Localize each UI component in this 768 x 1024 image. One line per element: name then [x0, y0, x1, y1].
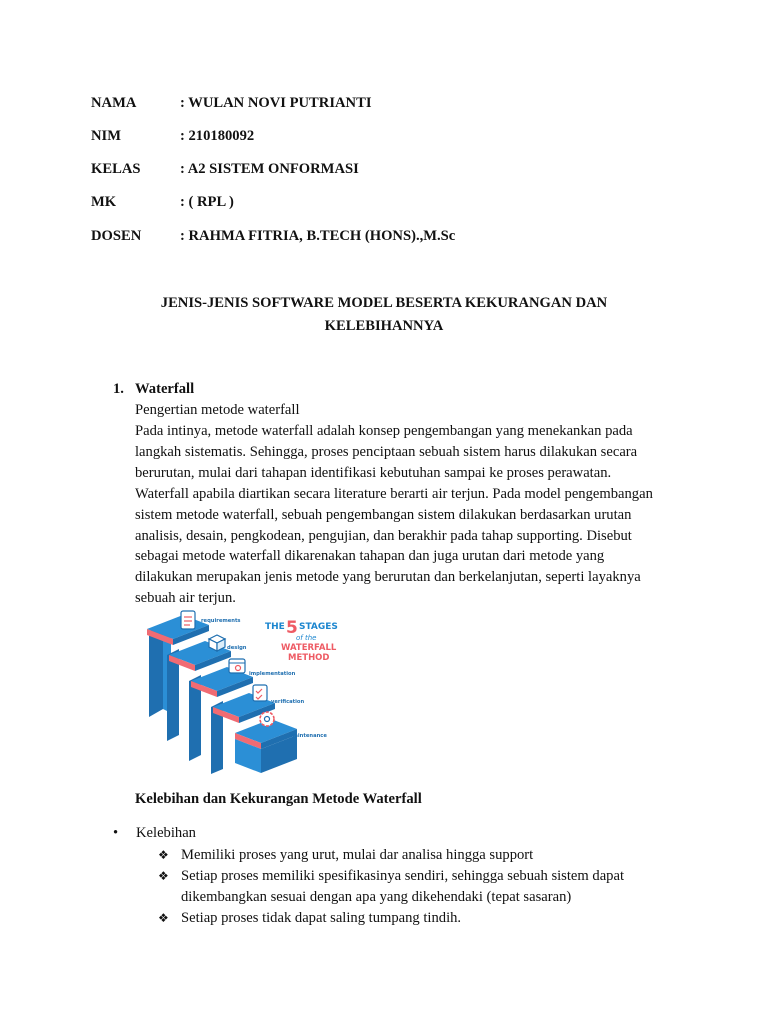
list-item-text: Setiap proses tidak dapat saling tumpang tindih. — [181, 909, 462, 926]
info-value: : RAHMA FITRIA, B.TECH (HONS).,M.Sc — [180, 228, 456, 244]
waterfall-definition-paragraph — [135, 421, 675, 609]
paragraph-line: sistem metode waterfall, sebuah pengembangan sistem dilakukan berdasarkan urutan — [135, 506, 632, 523]
paragraph-line: Pada intinya, metode waterfall adalah konsep pengembangan yang menekankan pada — [135, 423, 633, 439]
diamond-bullet-icon: ❖ — [158, 910, 169, 925]
advantages-list — [158, 845, 678, 929]
paragraph-line: Waterfall apabila diartikan secara literature berarti air terjun. Pada model pengembangan — [135, 485, 653, 502]
checklist-icon — [253, 685, 267, 701]
list-item-text: dikembangkan sesuai dengan apa yang dikehendaki (tepat sasaran) — [181, 888, 572, 905]
stage-label: maintenance — [289, 733, 327, 739]
info-label: KELAS — [91, 161, 141, 177]
stage-label: implementation — [249, 671, 296, 677]
stage-label: verification — [271, 699, 305, 705]
figure-title-waterfall: WATERFALL — [281, 643, 337, 653]
info-label: NIM — [91, 128, 121, 144]
stair-step-5 — [235, 719, 297, 773]
document-title — [100, 292, 668, 338]
stage-label: design — [227, 645, 247, 651]
info-value: : ( RPL ) — [180, 194, 234, 210]
paragraph-line: sebuah air terjun. — [135, 590, 236, 607]
list-item — [158, 866, 678, 908]
stage-label: requirements — [201, 618, 241, 624]
figure-title-number: 5 — [286, 618, 298, 638]
list-item-text: Memiliki proses yang urut, mulai dar analisa hingga support — [181, 847, 534, 863]
title-line-1: JENIS-JENIS SOFTWARE MODEL BESERTA KEKURANGAN DAN — [160, 295, 608, 311]
waterfall-stages-illustration — [143, 609, 343, 774]
section-subtitle: Pengertian metode waterfall — [135, 402, 300, 418]
paragraph-line: dilakukan merupakan jenis metode yang berurutan dan berkelanjutan, seperti layaknya — [135, 569, 641, 586]
clipboard-icon — [181, 611, 195, 629]
bullet-dot-icon: • — [113, 825, 119, 841]
info-label: DOSEN — [91, 228, 142, 244]
paragraph-line: analisis, desain, pengkodean, pengujian, dan berakhir pada tahap supporting. Disebut — [135, 527, 632, 544]
figure-title-of-the: of the — [296, 634, 317, 642]
design-cube-icon — [209, 635, 225, 651]
gear-icon — [260, 712, 274, 726]
info-value: : WULAN NOVI PUTRIANTI — [180, 95, 372, 111]
diamond-bullet-icon: ❖ — [158, 868, 169, 883]
section-number: 1. — [113, 381, 124, 397]
list-item — [158, 908, 678, 929]
title-line-2: KELEBIHANNYA — [324, 318, 444, 334]
bullet-label: Kelebihan — [136, 825, 196, 841]
info-value: : 210180092 — [180, 128, 255, 144]
pros-cons-heading: Kelebihan dan Kekurangan Metode Waterfall — [135, 791, 422, 807]
info-label: MK — [91, 194, 117, 210]
code-window-icon — [229, 659, 245, 673]
list-item-text: Setiap proses memiliki spesifikasinya sendiri, sehingga sebuah sistem dapat — [181, 867, 625, 884]
paragraph-line: langkah sistematis. Sehingga, proses penciptaan sebuah sistem harus dilakukan secara — [135, 443, 638, 460]
section-title: Waterfall — [135, 381, 195, 397]
figure-title-stages: STAGES — [299, 622, 338, 632]
info-label: NAMA — [91, 95, 137, 111]
info-value: : A2 SISTEM ONFORMASI — [180, 161, 359, 177]
figure-title — [265, 618, 338, 663]
list-item — [158, 845, 678, 866]
figure-title-the: THE — [265, 622, 285, 632]
figure-title-method: METHOD — [288, 653, 330, 663]
diamond-bullet-icon: ❖ — [158, 848, 169, 862]
waterfall-stairs-graphic — [143, 609, 343, 774]
paragraph-line: berurutan, mulai dari tahapan identifikasi kebutuhan sampai ke proses perawatan. — [135, 464, 612, 481]
paragraph-line: sebagai metode waterfall dikarenakan tahapan dan juga urutan dari metode yang — [135, 548, 605, 565]
